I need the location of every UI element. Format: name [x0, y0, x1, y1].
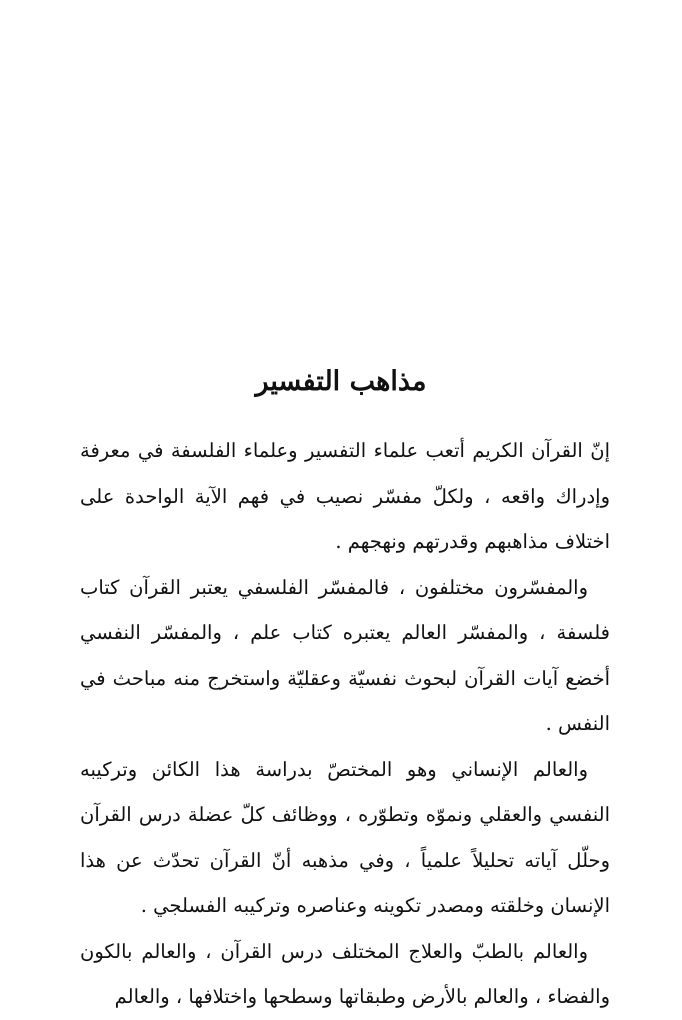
chapter-title: مذاهب التفسير: [255, 366, 427, 398]
paragraph: والمفسّرون مختلفون ، فالمفسّر الفلسفي يعتبر القرآن كتاب فلسفة ، والمفسّر العالم يعتبره كتاب علم ، والمفسّر النفسي أخضع آيات القرآن لبحوث نفسيّة وعقليّة واستخرج منه مباحث في النفس .: [80, 575, 610, 735]
paragraph: والعالم الإنساني وهو المختصّ بدراسة هذا الكائن وتركيبه النفسي والعقلي ونموّه وتطوّره ، ووظائف كلّ عضلة درس القرآن وحلّل آياته تحليلاً علمياً ، وفي مذهبه أنّ القرآن تحدّث عن هذا الإنسان وخلقته ومصدر تكوينه وعناصره وتركيبه الفسلجي .: [80, 757, 610, 917]
paragraph: والعالم بالطبّ والعلاج المختلف درس القرآن ، والعالم بالكون والفضاء ، والعالم بالأرض وطبقاتها وسطحها واختلافها ، والعالم: [80, 939, 610, 1008]
paragraph: إنّ القرآن الكريم أتعب علماء التفسير وعلماء الفلسفة في معرفة وإدراك واقعه ، ولكلّ مفسّر نصيب في فهم الآية الواحدة على اختلاف مذاهبهم وقدرتهم ونهجهم .: [80, 439, 610, 553]
body-text: [80, 428, 610, 1020]
